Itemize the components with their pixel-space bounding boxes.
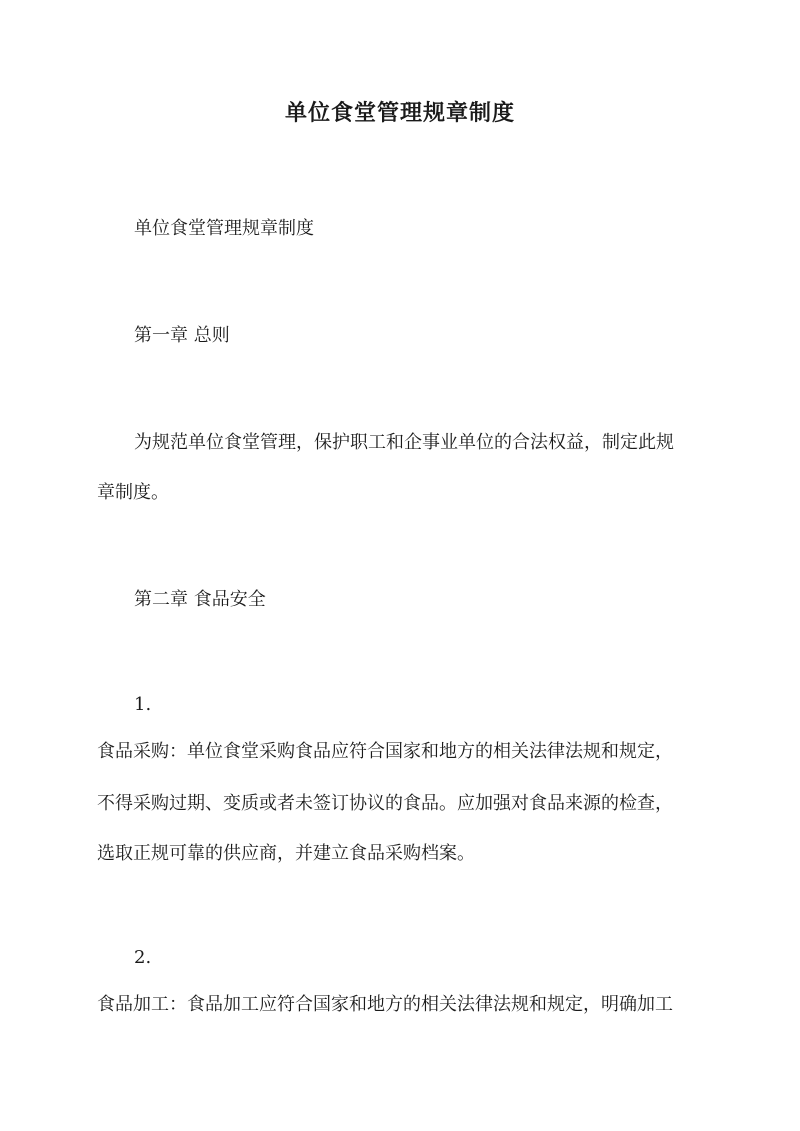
item-1-line-2: 不得采购过期、变质或者未签订协议的食品。应加强对食品来源的检查， (97, 793, 673, 814)
chapter-2-heading: 第二章 食品安全 (134, 589, 266, 610)
item-1-line-1: 食品采购：单位食堂采购食品应符合国家和地方的相关法律法规和规定， (97, 741, 673, 762)
item-1-number: 1. (134, 694, 152, 715)
item-1-line-3: 选取正规可靠的供应商，并建立食品采购档案。 (97, 843, 475, 864)
document-subtitle: 单位食堂管理规章制度 (134, 218, 314, 239)
chapter-1-paragraph-line-2: 章制度。 (97, 482, 169, 503)
item-2-number: 2. (134, 947, 152, 968)
chapter-1-paragraph-line-1: 为规范单位食堂管理，保护职工和企事业单位的合法权益，制定此规 (134, 432, 674, 453)
document-title: 单位食堂管理规章制度 (284, 100, 515, 126)
item-2-line-1: 食品加工：食品加工应符合国家和地方的相关法律法规和规定，明确加工 (97, 994, 673, 1015)
chapter-1-heading: 第一章 总则 (134, 325, 230, 346)
